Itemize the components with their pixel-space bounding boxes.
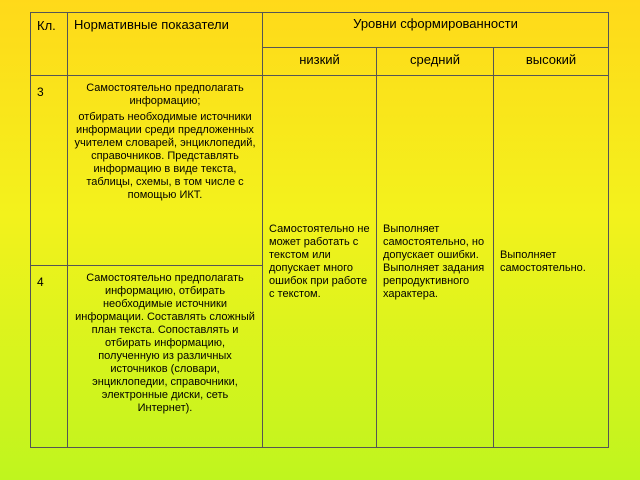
header-level-high: высокий [494,48,609,76]
criteria-cell [68,76,263,266]
grade-cell: 4 [31,266,68,448]
header-levels: Уровни сформированности [263,13,609,48]
criteria-text: Самостоятельно предполагать информацию, отбирать необходимые источники информации. Составлять сложный план текста. Сопоставлять и отбирать информацию, полученную из различных источников (словари, энциклопедии, справочники, электронные диски, сеть Интернет). [75,272,255,414]
header-level-low: низкий [263,48,377,76]
assessment-medium: Выполняет самостоятельно, но допускает ошибки. Выполняет задания репродуктивного характера. [377,76,494,448]
header-class: Кл. [31,13,68,76]
criteria-table [30,12,609,448]
header-criteria: Нормативные показатели [68,13,263,76]
header-level-medium: средний [377,48,494,76]
table-row [31,76,609,266]
grade-cell: 3 [31,76,68,266]
assessment-low: Самостоятельно не может работать с текстом или допускает много ошибок при работе с текстом. [263,76,377,448]
criteria-cell [68,266,263,448]
criteria-text: Самостоятельно предполагать информацию; [86,82,244,107]
assessment-high: Выполняет самостоятельно. [494,76,609,448]
criteria-text: отбирать необходимые источники информации среди предложенных учителем словарей, энциклопедий, справочников. Представлять информацию в виде текста, таблицы, схемы, в том числе с помощью ИКТ. [74,111,256,201]
